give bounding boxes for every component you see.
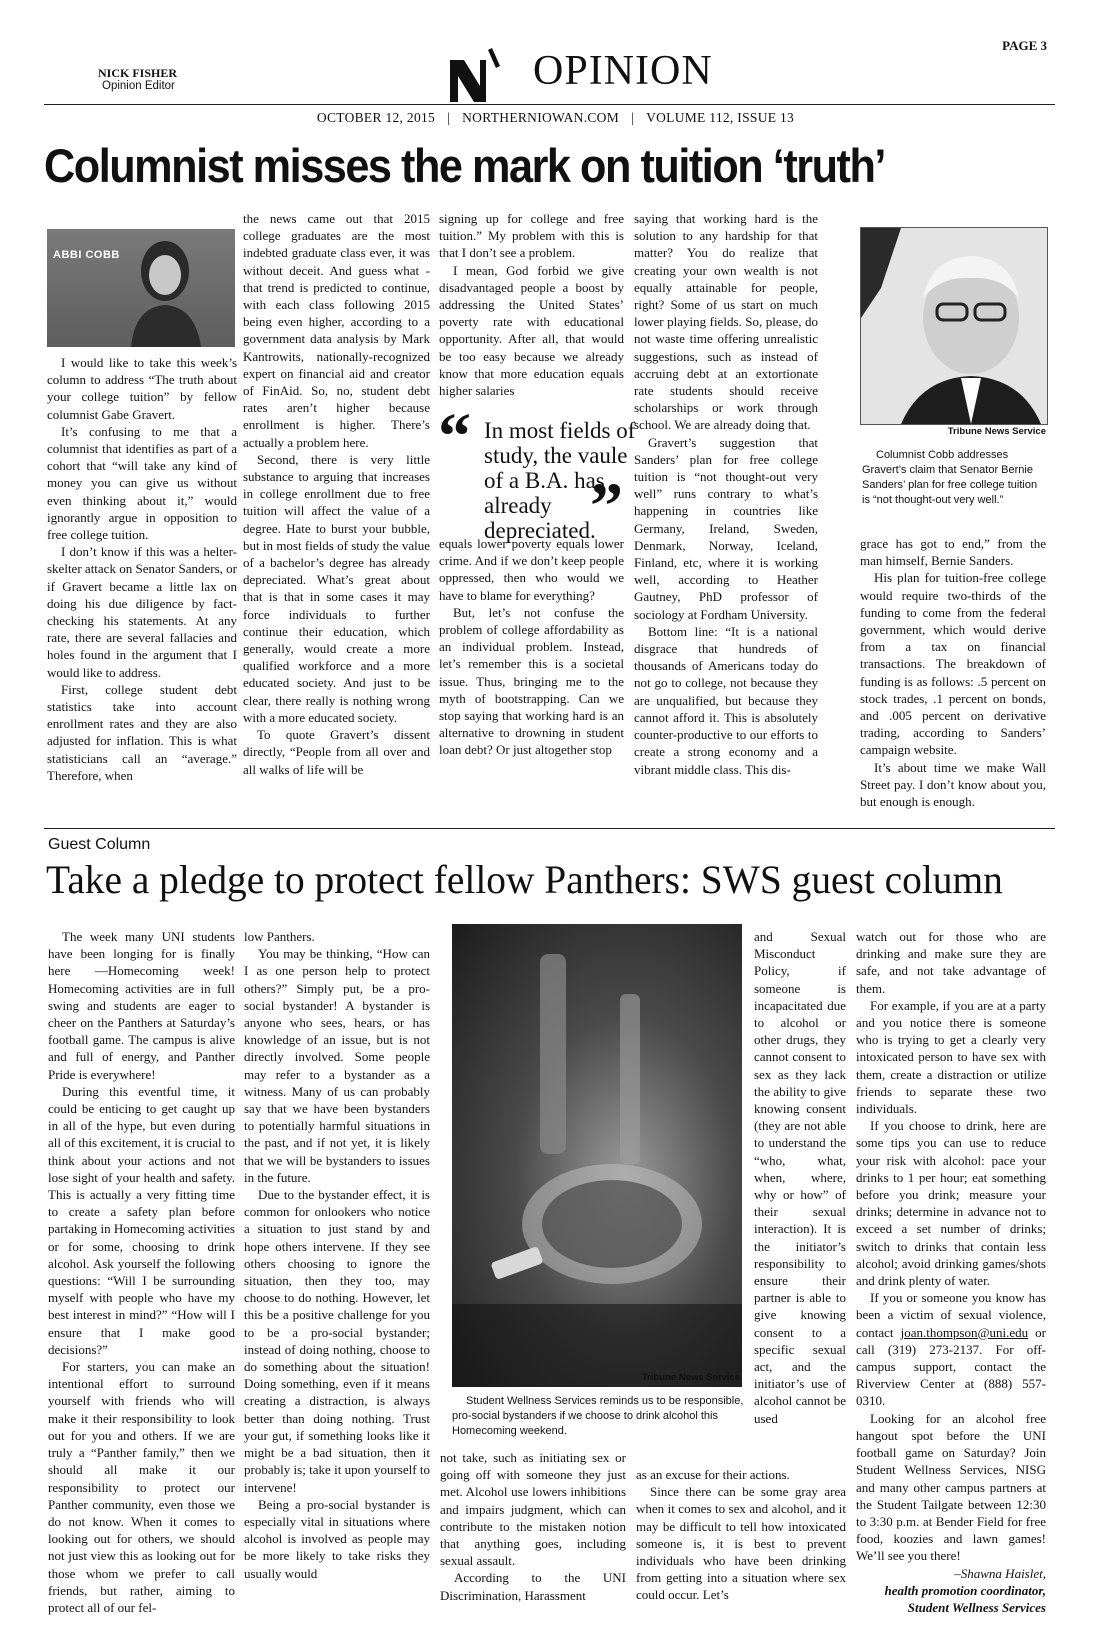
- paragraph: [856, 1289, 1046, 1409]
- website[interactable]: NORTHERNIOWAN.COM: [462, 110, 620, 125]
- paragraph: as an excuse for their actions.: [636, 1467, 790, 1482]
- bottles-glass-icon: [452, 924, 742, 1387]
- photo-caption: Student Wellness Services reminds us to be responsible, pro-social bystanders if we choose to drink alcohol this Homecoming weekend.: [452, 1395, 744, 1437]
- paragraph: grace has got to end,” from the man himself, Bernie Sanders.: [860, 536, 1046, 569]
- paragraph: not take, such as initiating sex or going off with someone they just met. Alcohol use lowers inhibitions and impairs judgment, which can contribute to the mistaken notion that anything goes, including sexual assault.: [440, 1450, 626, 1569]
- separator: |: [447, 110, 451, 125]
- signoff-org: Student Wellness Services: [907, 1599, 1046, 1615]
- paragraph: To quote Gravert’s dissent directly, “People from all over and all walks of life will be: [243, 727, 430, 777]
- author-portrait-icon: [127, 235, 207, 347]
- paragraph: It’s about time we make Wall Street pay. I don’t know about you, but enough is enough.: [860, 759, 1046, 810]
- paragraph: His plan for tuition-free college would require two-thirds of the funding to come from the federal government, which would derive from a tax on financial transactions. The breakdown of funding is as follows: .5 percent on stock trades, .1 percent on bonds, and .005 percent on derivative trading, according to Sanders’ campaign website.: [860, 570, 1046, 758]
- paragraph: You may be thinking, “How can I as one person help to protect others?” Simply put, be a pro-social bystander! A bystander is anyone who sees, hears, or has knowledge of an issue, but is not directly involved. Some people may refer to a bystander as a witness. Many of us can probably say that we have been bystanders to potentially harmful situations in the past, and if not yet, it is likely that we will be bystanders to issues in the future.: [244, 946, 430, 1185]
- email-link[interactable]: joan.thompson@uni.edu: [900, 1324, 1029, 1340]
- signoff-title: health promotion coordinator,: [884, 1582, 1046, 1598]
- article1-column-1: [47, 354, 237, 784]
- paragraph: equals lower poverty equals lower crime. And if we don’t keep people oppressed, then who would we have to blame for everything?: [439, 536, 624, 603]
- open-quote-mark: “: [438, 400, 471, 473]
- paragraph: Being a pro-social bystander is especially vital in situations where alcohol is involved as people may be more likely to take risks they usually would: [244, 1496, 430, 1581]
- paragraph: For example, if you are at a party and you notice there is someone who is trying to get a clearly very intoxicated person to have sex with them, create a distraction or utilize friends to separate these two individuals.: [856, 997, 1046, 1117]
- text: If you or someone you know has been a victim of sexual violence, contact: [856, 1290, 1046, 1340]
- article1-column-3-top: [439, 210, 624, 399]
- sanders-portrait-icon: [861, 228, 1047, 424]
- paragraph: For starters, you can make an intentional effort to surround yourself with friends who will make it their responsibility to look out for you and others. If we are truly a “Panther family,” then we should all make it our responsibility to protect our Panther community, even those we do not know. When it comes to looking out for others, we should not just view this as looking out for those whom we prefer to call friends, but rather, aiming to protect all of our fel-: [48, 1359, 235, 1615]
- paragraph: It’s confusing to me that a columnist that identifies as part of a cohort that “will take any kind of money you can give us without even thinking about it,” would ignorantly argue in opposition to free college tuition.: [47, 423, 237, 543]
- section-divider: [44, 828, 1055, 829]
- article1-headline: Columnist misses the mark on tuition ‘truth’: [44, 139, 885, 192]
- article1-column-5: [860, 535, 1046, 810]
- sanders-photo: [860, 227, 1048, 425]
- article2-column-4-side: [754, 928, 846, 1427]
- guest-column-label: Guest Column: [48, 836, 151, 853]
- paragraph: Looking for an alcohol free hangout spot before the UNI football game on Saturday? Join Student Wellness Services, NISG and many other campus partners at the Student Tailgate between 12:30 to 3:30 p.m. at Bender Field for free food, koozies and lawn games! We’ll see you there!: [856, 1410, 1046, 1564]
- photo-credit: Tribune News Service: [947, 426, 1046, 437]
- paragraph: I would like to take this week’s column to address “The truth about your college tuition” by fellow columnist Gabe Gravert.: [47, 355, 237, 422]
- signoff-name: –Shawna Haislet,: [954, 1565, 1046, 1581]
- paragraph: If you choose to drink, here are some tips you can use to reduce your risk with alcohol: pace your drinks to 1 per hour; eat something before you drink; measure your drinks; determine in advance not to exceed a set number of drinks; switch to drinks that contain less alcohol; avoid drinking games/shots and drink plenty of water.: [856, 1118, 1046, 1289]
- page-number: PAGE 3: [1002, 38, 1047, 53]
- article1-column-4: [634, 210, 818, 778]
- photo-credit: Tribune News Service: [641, 1372, 740, 1383]
- paragraph: watch out for those who are drinking and make sure they are safe, and not take advantage of them.: [856, 929, 1046, 996]
- article1-column-3-bottom: [439, 535, 624, 759]
- paragraph: First, college student debt statistics take into account enrollment rates and they are also adjusted for inflation. This is what statisticians call an “average.” Therefore, when: [47, 681, 237, 783]
- paragraph: According to the UNI Discrimination, Harassment: [440, 1570, 626, 1603]
- paragraph: Second, there is very little substance to arguing that increases in college enrollment due to free tuition will affect the value of a degree. Hate to burst your bubble, but in most fields of study the value of a bachelor’s degree has already depreciated. What’s great about that is that in some cases it may force individuals to further continue their education, which generally, would create a more qualified workforce and a more educated society. And just to be clear, there really is nothing wrong with a more educated society.: [243, 451, 430, 725]
- alcohol-photo: [452, 924, 742, 1387]
- editor-name: NICK FISHER: [98, 66, 178, 80]
- paragraph: Gravert’s suggestion that Sanders’ plan for free college tuition is “not thought-out very well” runs contrary to what’s happening in countries like Germany, Ireland, Sweden, Denmark, Norway, Iceland, Finland, etc, where it is working well, according to Heather Gautney, PhD professor of sociology at Fordham University.: [634, 434, 818, 622]
- issue-date: OCTOBER 12, 2015: [316, 110, 436, 125]
- paragraph: Since there can be some gray area when it comes to sex and alcohol, and it may be difficult to tell how intoxicated someone is, it is best to prevent individuals who have been drinking from getting into a situation where sex could occur. Let’s: [636, 1484, 846, 1603]
- paragraph: the news came out that 2015 college graduates are the most indebted graduate class ever, it was without deceit. And guess what - that trend is predicted to continue, with each class following 2015 being even higher, according to a government data analysis by Mark Kantrowits, nationally-recognized expert on financial aid and creator of FinAid. So, no, student debt rates aren’t higher because enrollment is higher. There’s actually a problem here.: [243, 211, 430, 450]
- paragraph: The week many UNI students have been longing for is finally here —Homecoming week! Homecoming activities are in full swing and students are eager to cheer on the Panthers at Saturday’s football game. The campus is alive and full of energy, and Panther Pride is everywhere!: [48, 929, 235, 1082]
- article1-column-2: [243, 210, 430, 778]
- paragraph: saying that working hard is the solution to any hardship for that matter? You do realize that creating your own wealth is not equally attainable for people, right? Some of us start on much lower playing fields. So, please, do not waste time offering unrealistic suggestions, such as instead of accruing debt at an extortionate rate students should receive scholarships or work through school. We are already doing that.: [634, 211, 818, 433]
- section-title: OPINION: [533, 48, 713, 94]
- paragraph: signing up for college and free tuition.” My problem with this is that I don’t see a problem.: [439, 211, 624, 261]
- article2-column-5: [856, 928, 1046, 1616]
- paragraph: Bottom line: “It is a national disgrace that hundreds of thousands of Americans today do not go to college, not because they are unqualified, but because they cannot afford it. This is absolutely counter-productive to our efforts to create a strong economy and a vibrant middle class. This dis-: [634, 623, 818, 777]
- paragraph: Due to the bystander effect, it is common for onlookers who notice a situation to just stand by and hope others intervene. If they see others choosing to ignore the situation, then they too, may choose to do nothing. However, let this be a positive challenge for you to be a pro-social bystander; instead of doing nothing, choose to do something about the situation! Doing something, even if it means creating a distraction, is always better than doing nothing. Trust your gut, if something looks like it might be a bad situation, then it probably is; take it upon yourself to intervene!: [244, 1187, 430, 1495]
- paragraph: I don’t know if this was a helter-skelter attack on Senator Sanders, or if Gravert became a little lax on doing his due diligence by fact-checking his statements. At any rate, there are several fallacies and holes found in the argument that I would like to address.: [47, 544, 237, 680]
- dateline: [0, 110, 1111, 126]
- paragraph: low Panthers.: [244, 929, 315, 944]
- separator: |: [631, 110, 635, 125]
- text: or call (319) 273-2137. For off-campus support, contact the Riverview Center at (888) 557-0310.: [856, 1324, 1046, 1409]
- paragraph: During this eventful time, it could be enticing to get caught up in all of the hype, but even during all of this excitement, it is crucial to think about your actions and not lose sight of your health and safety. This is actually a very fitting time to create a safety plan before partaking in Homecoming activities or for some, choosing to drink alcohol. Ask yourself the following questions: “Will I be surrounding myself with people who have my best interest in mind?” “How will I ensure that I make good decisions?”: [48, 1083, 236, 1357]
- volume-issue: VOLUME 112, ISSUE 13: [646, 110, 795, 125]
- paragraph: But, let’s not confuse the problem of college affordability as an individual problem. Instead, let’s remember this is a societal issue. Thus, bringing me to the myth of bootstrapping. Can we stop saying that working hard is an alternative to drowning in student loan debt? Or just altogether stop: [439, 604, 624, 758]
- author-photo: [47, 229, 235, 347]
- paragraph: and Sexual Misconduct Policy, if someone is incapacitated due to alcohol or other drugs, they cannot consent to sex as they lack the ability to give knowing consent (they are not able to understand the “who, what, when, where, why or how” of their sexual interaction). It is the initiator’s responsibility to ensure their partner is able to give knowing consent to a specific sexual act, and the initiator’s use of alcohol cannot be used: [754, 929, 846, 1426]
- close-quote-mark: ”: [590, 470, 623, 543]
- photo-caption: Columnist Cobb addresses Gravert’s claim that Senator Bernie Sanders’ plan for free college tuition is “not thought-out very well.”: [862, 449, 1038, 506]
- article2-column-3: [440, 1449, 626, 1604]
- author-photo-label: ABBI COBB: [53, 249, 120, 261]
- paragraph: I mean, God forbid we give disadvantaged people a boost by addressing the United States’ poverty rate with educational opportunity. After all, that would be too easy because we already know that more education equals higher salaries: [439, 262, 624, 399]
- pull-quote-text: In most fields of study, the vaule of a B.A. has already depreciated.: [484, 418, 636, 543]
- pull-quote: [438, 400, 650, 543]
- newspaper-logo-icon: [444, 46, 500, 102]
- article2-column-2: [244, 928, 430, 1582]
- article2-column-1: [48, 928, 235, 1616]
- article2-headline: Take a pledge to protect fellow Panthers: SWS guest column: [46, 857, 1003, 902]
- editor-role: Opinion Editor: [102, 80, 175, 92]
- header-rule: [44, 104, 1055, 105]
- article2-column-4-bottom: [636, 1466, 846, 1604]
